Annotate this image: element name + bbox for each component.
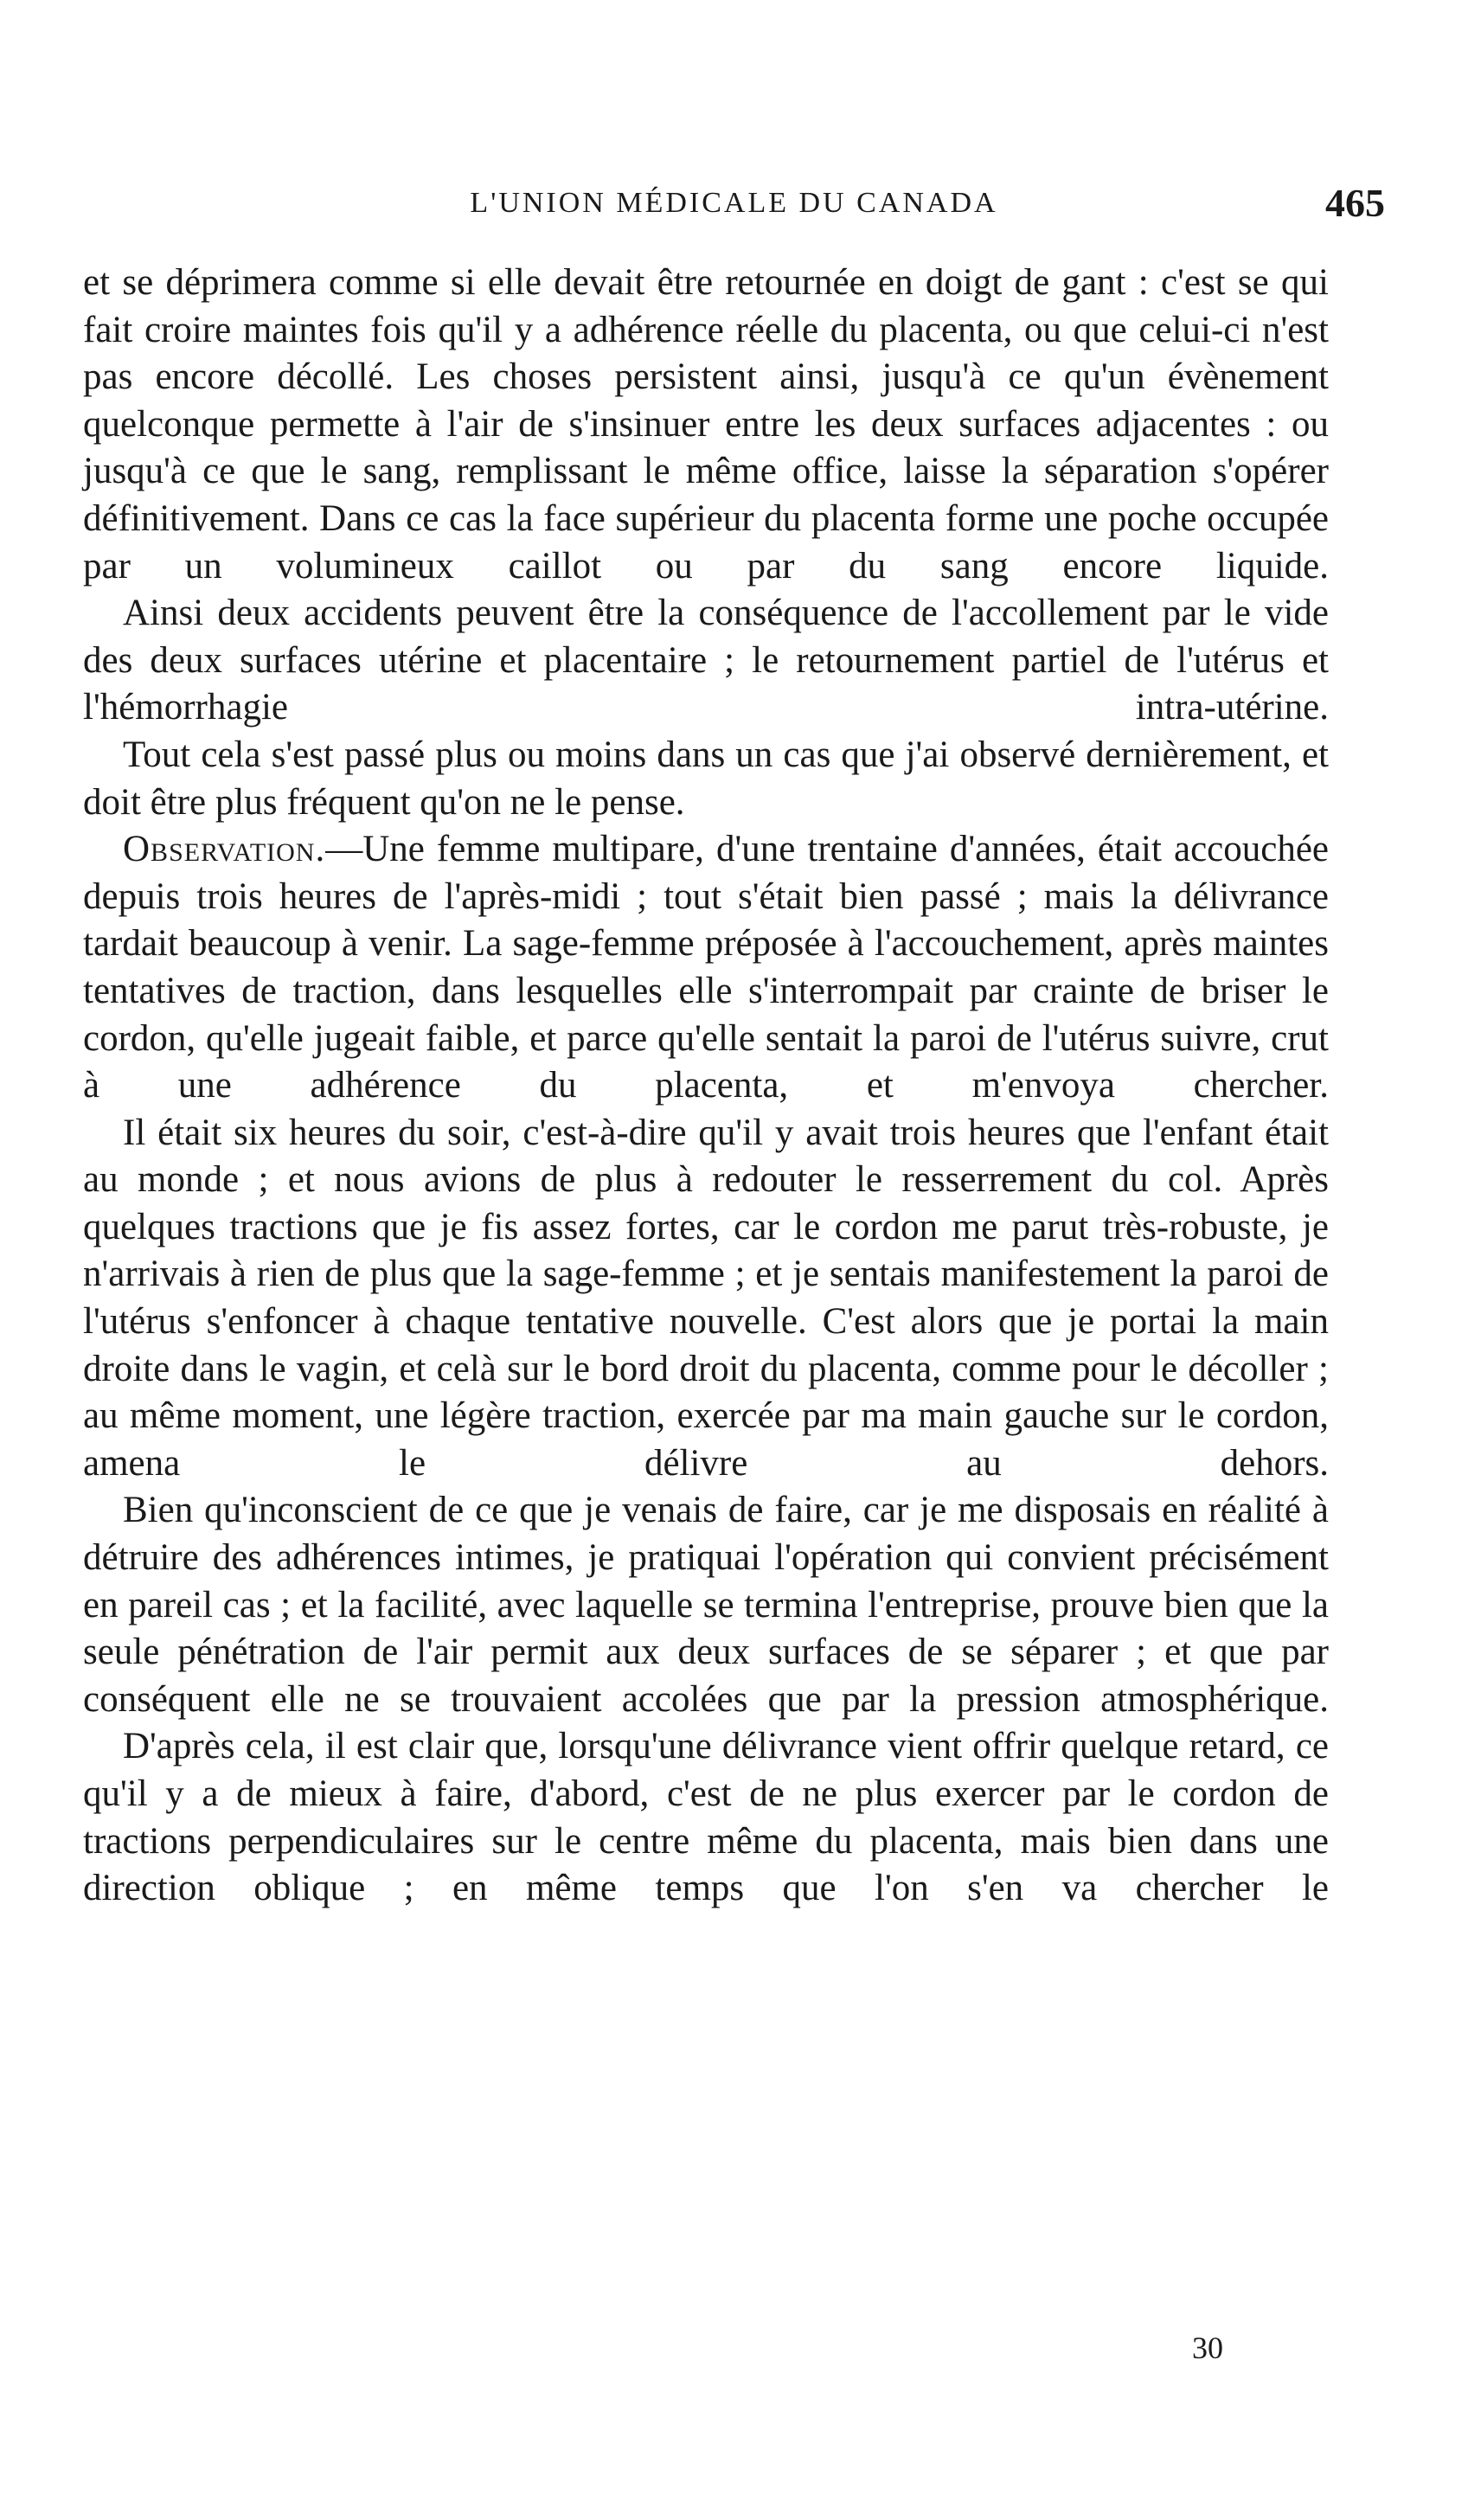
observation-lead: Observation. bbox=[123, 829, 326, 870]
paragraph-6: Bien qu'inconscient de ce que je venais de faire, car je me disposais en réalité à détruire des adhérences intimes, je pratiquai l'opération qui convient précisément en pareil cas ; et la facilité, avec laquelle se termina l'entreprise, prouve bien que la seule pénétration de l'air permit aux deux surfaces de se séparer ; et que par conséquent elle ne se trouvaient accolées que par la pression atmosphérique. bbox=[83, 1490, 1329, 1720]
paragraph-2: Ainsi deux accidents peuvent être la conséquence de l'accollement par le vide des deux surfaces utérine et placentaire ; le retournement partiel de l'utérus et l'hémorrhagie intra-utérine. bbox=[83, 593, 1329, 728]
paragraph-5: Il était six heures du soir, c'est-à-dire qu'il y avait trois heures que l'enfant était au monde ; et nous avions de plus à redouter le resserrement du col. Après quelques tractions que je fis assez fortes, car le cordon me parut très-robuste, je n'arrivais à rien de plus que la sage-femme ; et je sentais manifestement la paroi de l'utérus s'enfoncer à chaque tentative nouvelle. C'est alors que je portai la main droite dans le vagin, et celà sur le bord droit du placenta, comme pour le décoller ; au même moment, une légère traction, exercée par ma main gauche sur le cordon, amena le délivre au dehors. bbox=[83, 1112, 1329, 1484]
observation-text: —Une femme multipare, d'une trentaine d'années, était accouchée depuis trois heures de l'après-midi ; tout s'était bien passé ; mais la délivrance tardait beaucoup à venir. La sage-femme préposée à l'accouchement, après maintes tentatives de traction, dans lesquelles elle s'interrompait par crainte de briser le cordon, qu'elle jugeait faible, et parce qu'elle sentait la paroi de l'utérus suivre, crut à une adhérence du placenta, et m'envoya chercher. bbox=[83, 829, 1329, 1106]
running-head: L'UNION MÉDICALE DU CANADA bbox=[470, 187, 998, 219]
paragraph-7: D'après cela, il est clair que, lorsqu'une délivrance vient offrir quelque retard, ce qu'il y a de mieux à faire, d'abord, c'est de ne plus exercer par le cordon de tractions perpendiculaires sur le centre même du placenta, mais bien dans une direction oblique ; en même temps que l'on s'en va chercher le bbox=[83, 1726, 1329, 1909]
paragraph-1: et se déprimera comme si elle devait être retournée en doigt de gant : c'est se qui fait croire maintes fois qu'il y a adhérence réelle du placenta, ou que celui-ci n'est pas encore décollé. Les choses persistent ainsi, jusqu'à ce qu'un évènement quelconque permette à l'air de s'insinuer entre les deux surfaces adjacentes : ou jusqu'à ce que le sang, remplissant le même office, laisse la séparation s'opérer définitivement. Dans ce cas la face supérieur du placenta forme une poche occupée par un volumineux caillot ou par du sang encore liquide. bbox=[83, 262, 1329, 587]
body-text bbox=[83, 260, 1329, 1913]
signature-mark: 30 bbox=[1192, 2331, 1223, 2365]
page-number: 465 bbox=[1325, 181, 1385, 225]
page-header bbox=[83, 182, 1385, 225]
paragraph-3: Tout cela s'est passé plus ou moins dans un cas que j'ai observé dernièrement, et doit être plus fréquent qu'on ne le pense. bbox=[83, 734, 1329, 823]
paragraph-observation bbox=[83, 826, 1329, 1110]
